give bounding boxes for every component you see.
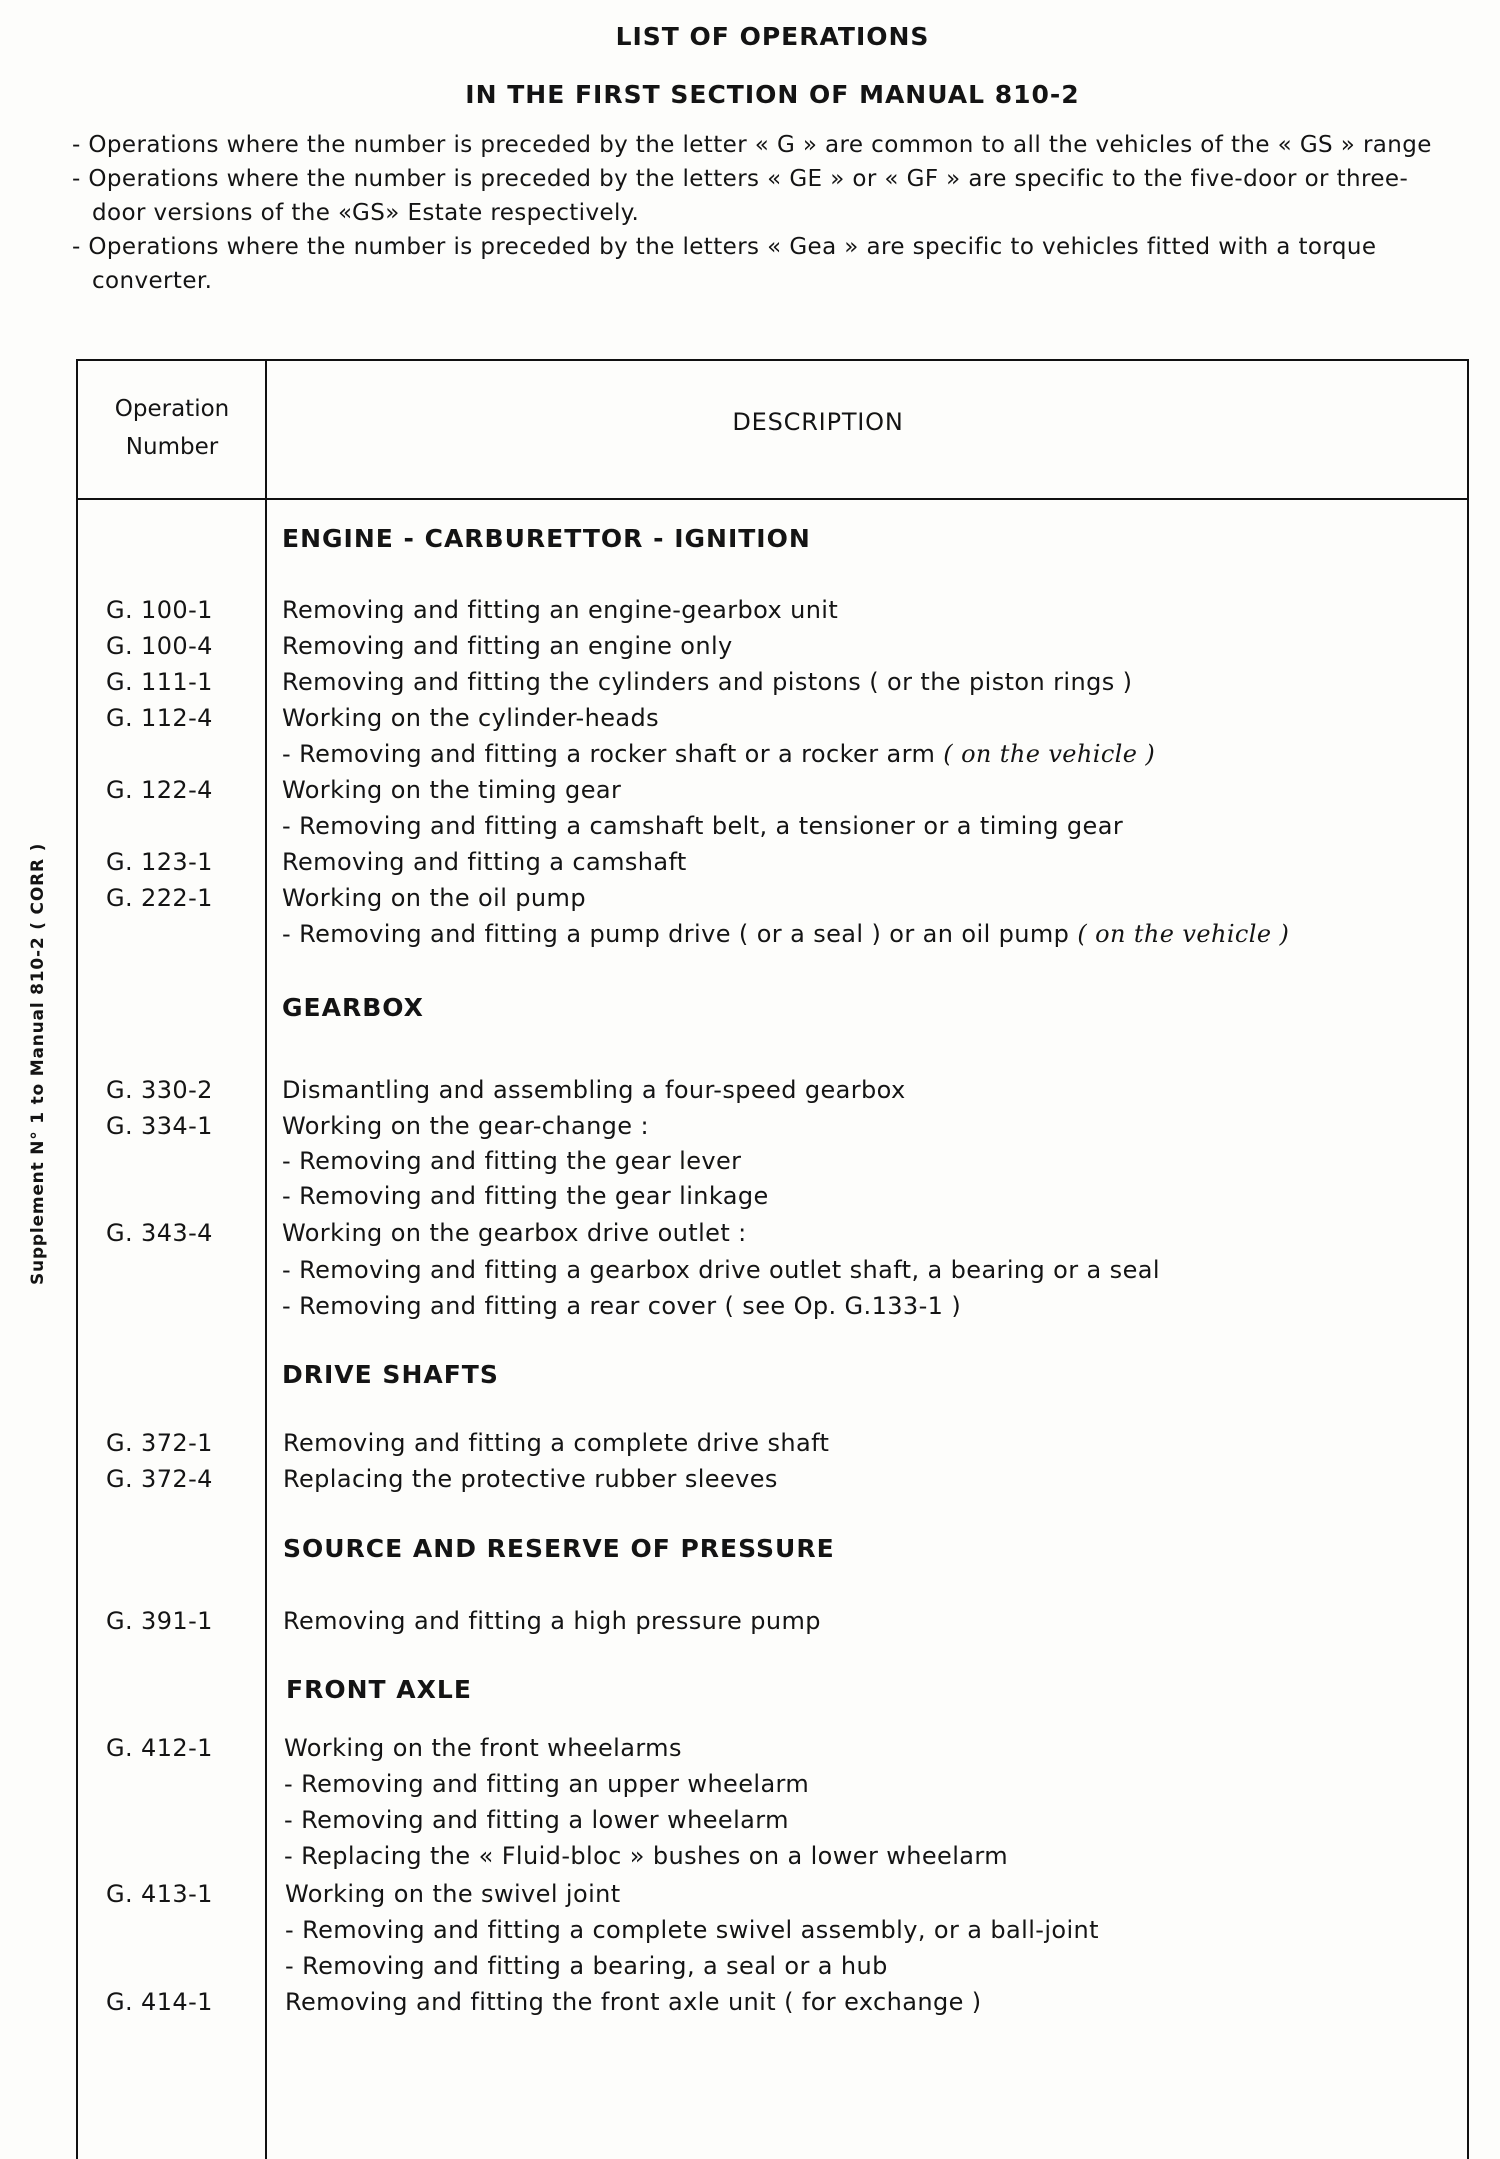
- op-number: G. 414-1: [106, 1988, 213, 2016]
- section-pressure: SOURCE AND RESERVE OF PRESSURE: [283, 1534, 835, 1563]
- op-number: G. 391-1: [106, 1607, 213, 1635]
- page-subtitle: IN THE FIRST SECTION OF MANUAL 810-2: [465, 80, 1080, 109]
- section-drive-shafts: DRIVE SHAFTS: [282, 1360, 499, 1389]
- note-g: - Operations where the number is preceded by the letter « G » are common to all the vehicles of the « GS » range: [72, 132, 1432, 158]
- operation-header-line2: Number: [125, 434, 219, 460]
- column-divider: [265, 359, 267, 2159]
- op-description: Removing and fitting a complete drive shaft: [283, 1429, 830, 1457]
- operation-number-header: [78, 390, 266, 466]
- op-number: G. 100-4: [106, 632, 213, 660]
- header-rule: [76, 498, 1469, 500]
- op-sub-description: [282, 920, 1289, 948]
- vehicle-note: ( on the vehicle ): [1077, 920, 1290, 948]
- op-sub-description: - Removing and fitting a complete swivel assembly, or a ball-joint: [285, 1916, 1099, 1944]
- side-margin-text: Supplement N° 1 to Manual 810-2 ( CORR ): [28, 842, 48, 1285]
- op-description: Removing and fitting the front axle unit ( for exchange ): [285, 1988, 982, 2016]
- op-description: Working on the timing gear: [282, 776, 622, 804]
- op-number: G. 343-4: [106, 1219, 213, 1247]
- op-description: Removing and fitting an engine-gearbox unit: [282, 596, 839, 624]
- op-description: Removing and fitting an engine only: [282, 632, 733, 660]
- op-sub-description: - Replacing the « Fluid-bloc » bushes on a lower wheelarm: [284, 1842, 1009, 1870]
- op-sub-description: - Removing and fitting a bearing, a seal or a hub: [285, 1952, 888, 1980]
- op-description: Removing and fitting a high pressure pump: [283, 1607, 821, 1635]
- description-header: DESCRIPTION: [732, 408, 904, 436]
- op-number: G. 112-4: [106, 704, 213, 732]
- op-sub-description: - Removing and fitting a lower wheelarm: [284, 1806, 789, 1834]
- sub-text: - Removing and fitting a pump drive ( or a seal ) or an oil pump: [282, 920, 1070, 948]
- op-number: G. 372-4: [106, 1465, 213, 1493]
- op-sub-description: - Removing and fitting the gear linkage: [282, 1182, 769, 1210]
- page-title: LIST OF OPERATIONS: [615, 22, 930, 51]
- op-description: Working on the swivel joint: [285, 1880, 621, 1908]
- op-description: Working on the oil pump: [282, 884, 586, 912]
- op-description: Replacing the protective rubber sleeves: [283, 1465, 778, 1493]
- op-sub-description: - Removing and fitting a camshaft belt, a tensioner or a timing gear: [282, 812, 1124, 840]
- note-ge-gf: - Operations where the number is preceded by the letters « GE » or « GF » are specific to the five-door or three-door versions of the «GS» Estate respectively.: [72, 166, 1409, 226]
- op-sub-description: - Removing and fitting an upper wheelarm: [284, 1770, 810, 1798]
- op-number: G. 334-1: [106, 1112, 213, 1140]
- operation-header-line1: Operation: [114, 396, 230, 422]
- op-number: G. 111-1: [106, 668, 213, 696]
- op-number: G. 122-4: [106, 776, 213, 804]
- op-description: Working on the front wheelarms: [284, 1734, 682, 1762]
- op-number: G. 413-1: [106, 1880, 213, 1908]
- op-description: Dismantling and assembling a four-speed gearbox: [282, 1076, 906, 1104]
- op-sub-description: - Removing and fitting a gearbox drive outlet shaft, a bearing or a seal: [282, 1256, 1160, 1284]
- op-sub-description: - Removing and fitting the gear lever: [282, 1147, 742, 1175]
- section-gearbox: GEARBOX: [282, 993, 424, 1022]
- section-engine: ENGINE - CARBURETTOR - IGNITION: [282, 524, 811, 553]
- op-description: Removing and fitting the cylinders and pistons ( or the piston rings ): [282, 668, 1133, 696]
- op-number: G. 222-1: [106, 884, 213, 912]
- op-number: G. 412-1: [106, 1734, 213, 1762]
- section-front-axle: FRONT AXLE: [286, 1675, 472, 1704]
- op-number: G. 330-2: [106, 1076, 213, 1104]
- op-number: G. 100-1: [106, 596, 213, 624]
- sub-text: - Removing and fitting a rocker shaft or a rocker arm: [282, 740, 936, 768]
- op-description: Working on the gear-change :: [282, 1112, 649, 1140]
- note-gea: - Operations where the number is preceded by the letters « Gea » are specific to vehicles fitted with a torque converter.: [72, 234, 1377, 294]
- op-sub-description: [282, 740, 1155, 768]
- op-description: Working on the gearbox drive outlet :: [282, 1219, 747, 1247]
- op-description: Removing and fitting a camshaft: [282, 848, 687, 876]
- op-number: G. 372-1: [106, 1429, 213, 1457]
- intro-notes: [72, 128, 1432, 298]
- op-description: Working on the cylinder-heads: [282, 704, 660, 732]
- op-number: G. 123-1: [106, 848, 213, 876]
- vehicle-note: ( on the vehicle ): [943, 740, 1156, 768]
- op-sub-description: - Removing and fitting a rear cover ( see Op. G.133-1 ): [282, 1292, 962, 1320]
